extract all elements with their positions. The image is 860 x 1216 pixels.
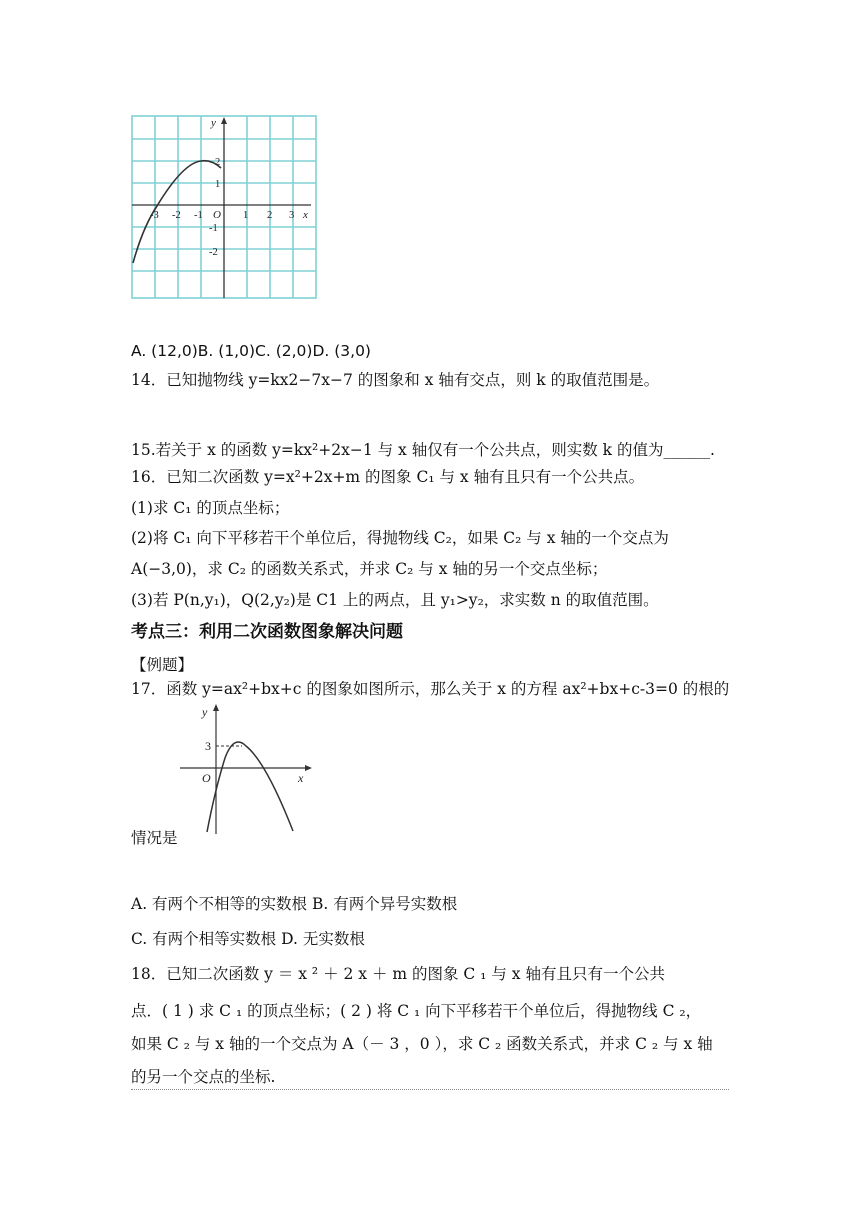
y-axis-label: y [202, 705, 208, 719]
y-axis-label: y [211, 117, 216, 129]
q17-tail: 情况是 [131, 829, 178, 847]
y-tick-label: -2 [209, 247, 218, 258]
x-tick-label: -3 [150, 210, 159, 221]
q16-stem: 16．已知二次函数 y=x²+2x+m 的图象 C₁ 与 x 轴有且只有一个公共点。 [131, 468, 645, 486]
origin-label: O [202, 771, 211, 785]
q18-line3: 如果 C ₂ 与 x 轴的一个交点为 A（－ 3 ，0 ），求 C ₂ 函数关系式，并求 C ₂ 与 x 轴 [131, 1035, 713, 1053]
q17-options-line1: A. 有两个不相等的实数根 B. 有两个异号实数根 [131, 895, 458, 913]
grid-parabola-figure [131, 115, 317, 299]
q18-line2: 点．( 1 ) 求 C ₁ 的顶点坐标；( 2 ) 将 C ₁ 向下平移若干个单位后，得抛物线 C ₂， [131, 1002, 702, 1020]
q16-part2-cont: A(−3,0)，求 C₂ 的函数关系式，并求 C₂ 与 x 轴的另一个交点坐标； [131, 560, 608, 578]
q13-options: A. (12,0)B. (1,0)C. (2,0)D. (3,0) [131, 342, 371, 360]
origin-label: O [213, 209, 221, 221]
y-tick-label: -1 [209, 223, 218, 234]
q15-text: 15.若关于 x 的函数 y=kx²+2x−1 与 x 轴仅有一个公共点，则实数 k 的值为______. [131, 441, 715, 459]
x-tick-label: -2 [172, 210, 181, 221]
q16-part1: (1)求 C₁ 的顶点坐标； [131, 499, 290, 517]
y-tick-label: 1 [215, 179, 221, 190]
x-tick-label: 3 [289, 210, 295, 221]
section-title: 考点三：利用二次函数图象解决问题 [131, 622, 403, 642]
q17-stem: 17．函数 y=ax²+bx+c 的图象如图所示，那么关于 x 的方程 ax²+bx+c-3=0 的根的 [131, 680, 730, 698]
q16-part2: (2)将 C₁ 向下平移若干个单位后，得抛物线 C₂，如果 C₂ 与 x 轴的一个交点为 [131, 529, 669, 547]
x-axis-label: x [303, 209, 308, 221]
peak-value-label: 3 [205, 739, 211, 753]
x-axis-label: x [298, 771, 304, 785]
x-tick-label: -1 [194, 210, 203, 221]
dotted-divider [131, 1089, 729, 1090]
x-tick-label: 2 [267, 210, 273, 221]
example-label: 【例题】 [131, 656, 194, 674]
q18-line1: 18．已知二次函数 y ＝ x ² ＋ 2 x ＋ m 的图象 C ₁ 与 x 轴有且只有一个公共 [131, 965, 665, 983]
x-tick-label: 1 [243, 210, 249, 221]
q14-text: 14．已知抛物线 y=kx2−7x−7 的图象和 x 轴有交点，则 k 的取值范围是。 [131, 371, 660, 389]
y-tick-label: 2 [215, 157, 221, 168]
q18-line4: 的另一个交点的坐标. [131, 1068, 276, 1086]
q16-part3: (3)若 P(n,y₁)，Q(2,y₂)是 C1 上的两点，且 y₁>y₂，求实数 n 的取值范围。 [131, 591, 659, 609]
q17-options-line2: C. 有两个相等实数根 D. 无实数根 [131, 930, 365, 948]
parabola-curve [207, 742, 293, 832]
parabola-figure-q17 [180, 700, 320, 835]
